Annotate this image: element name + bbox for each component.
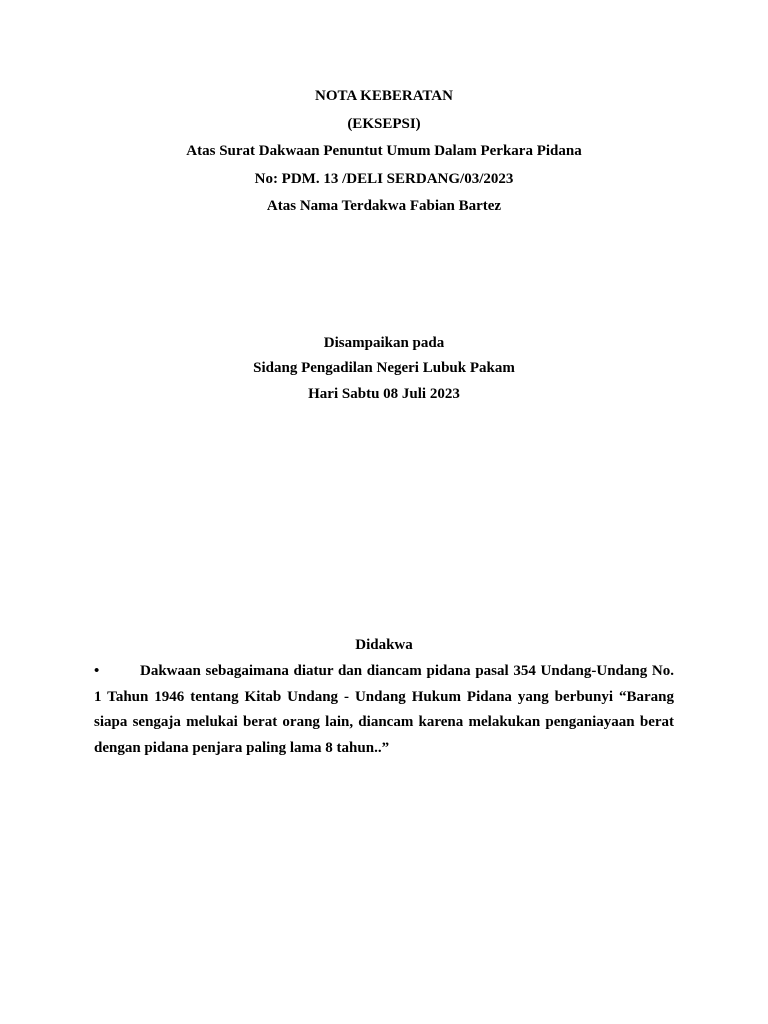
document-title: NOTA KEBERATAN [315, 88, 453, 104]
charge-text: Dakwaan sebagaimana diatur dan diancam pidana pasal 354 Undang-Undang No. 1 Tahun 1946 tentang Kitab Undang - Undang Hukum Pidana yang berbunyi “Barang siapa sengaja melukai berat orang lain, diancam karena melakukan penganiayaan berat dengan pidana penjara paling lama 8 tahun..” [94, 663, 674, 756]
bullet-marker: • [94, 663, 100, 679]
charge-heading: Didakwa [355, 637, 413, 653]
charge-paragraph [94, 659, 674, 761]
court-name: Sidang Pengadilan Negeri Lubuk Pakam [253, 360, 515, 376]
case-number: No: PDM. 13 /DELI SERDANG/03/2023 [254, 171, 514, 187]
document-subject: Atas Surat Dakwaan Penuntut Umum Dalam Perkara Pidana [186, 143, 582, 159]
defendant-name: Atas Nama Terdakwa Fabian Bartez [266, 198, 502, 214]
hearing-date: Hari Sabtu 08 Juli 2023 [308, 386, 460, 402]
submission-label: Disampaikan pada [323, 335, 445, 351]
document-subtitle: (EKSEPSI) [347, 116, 421, 132]
